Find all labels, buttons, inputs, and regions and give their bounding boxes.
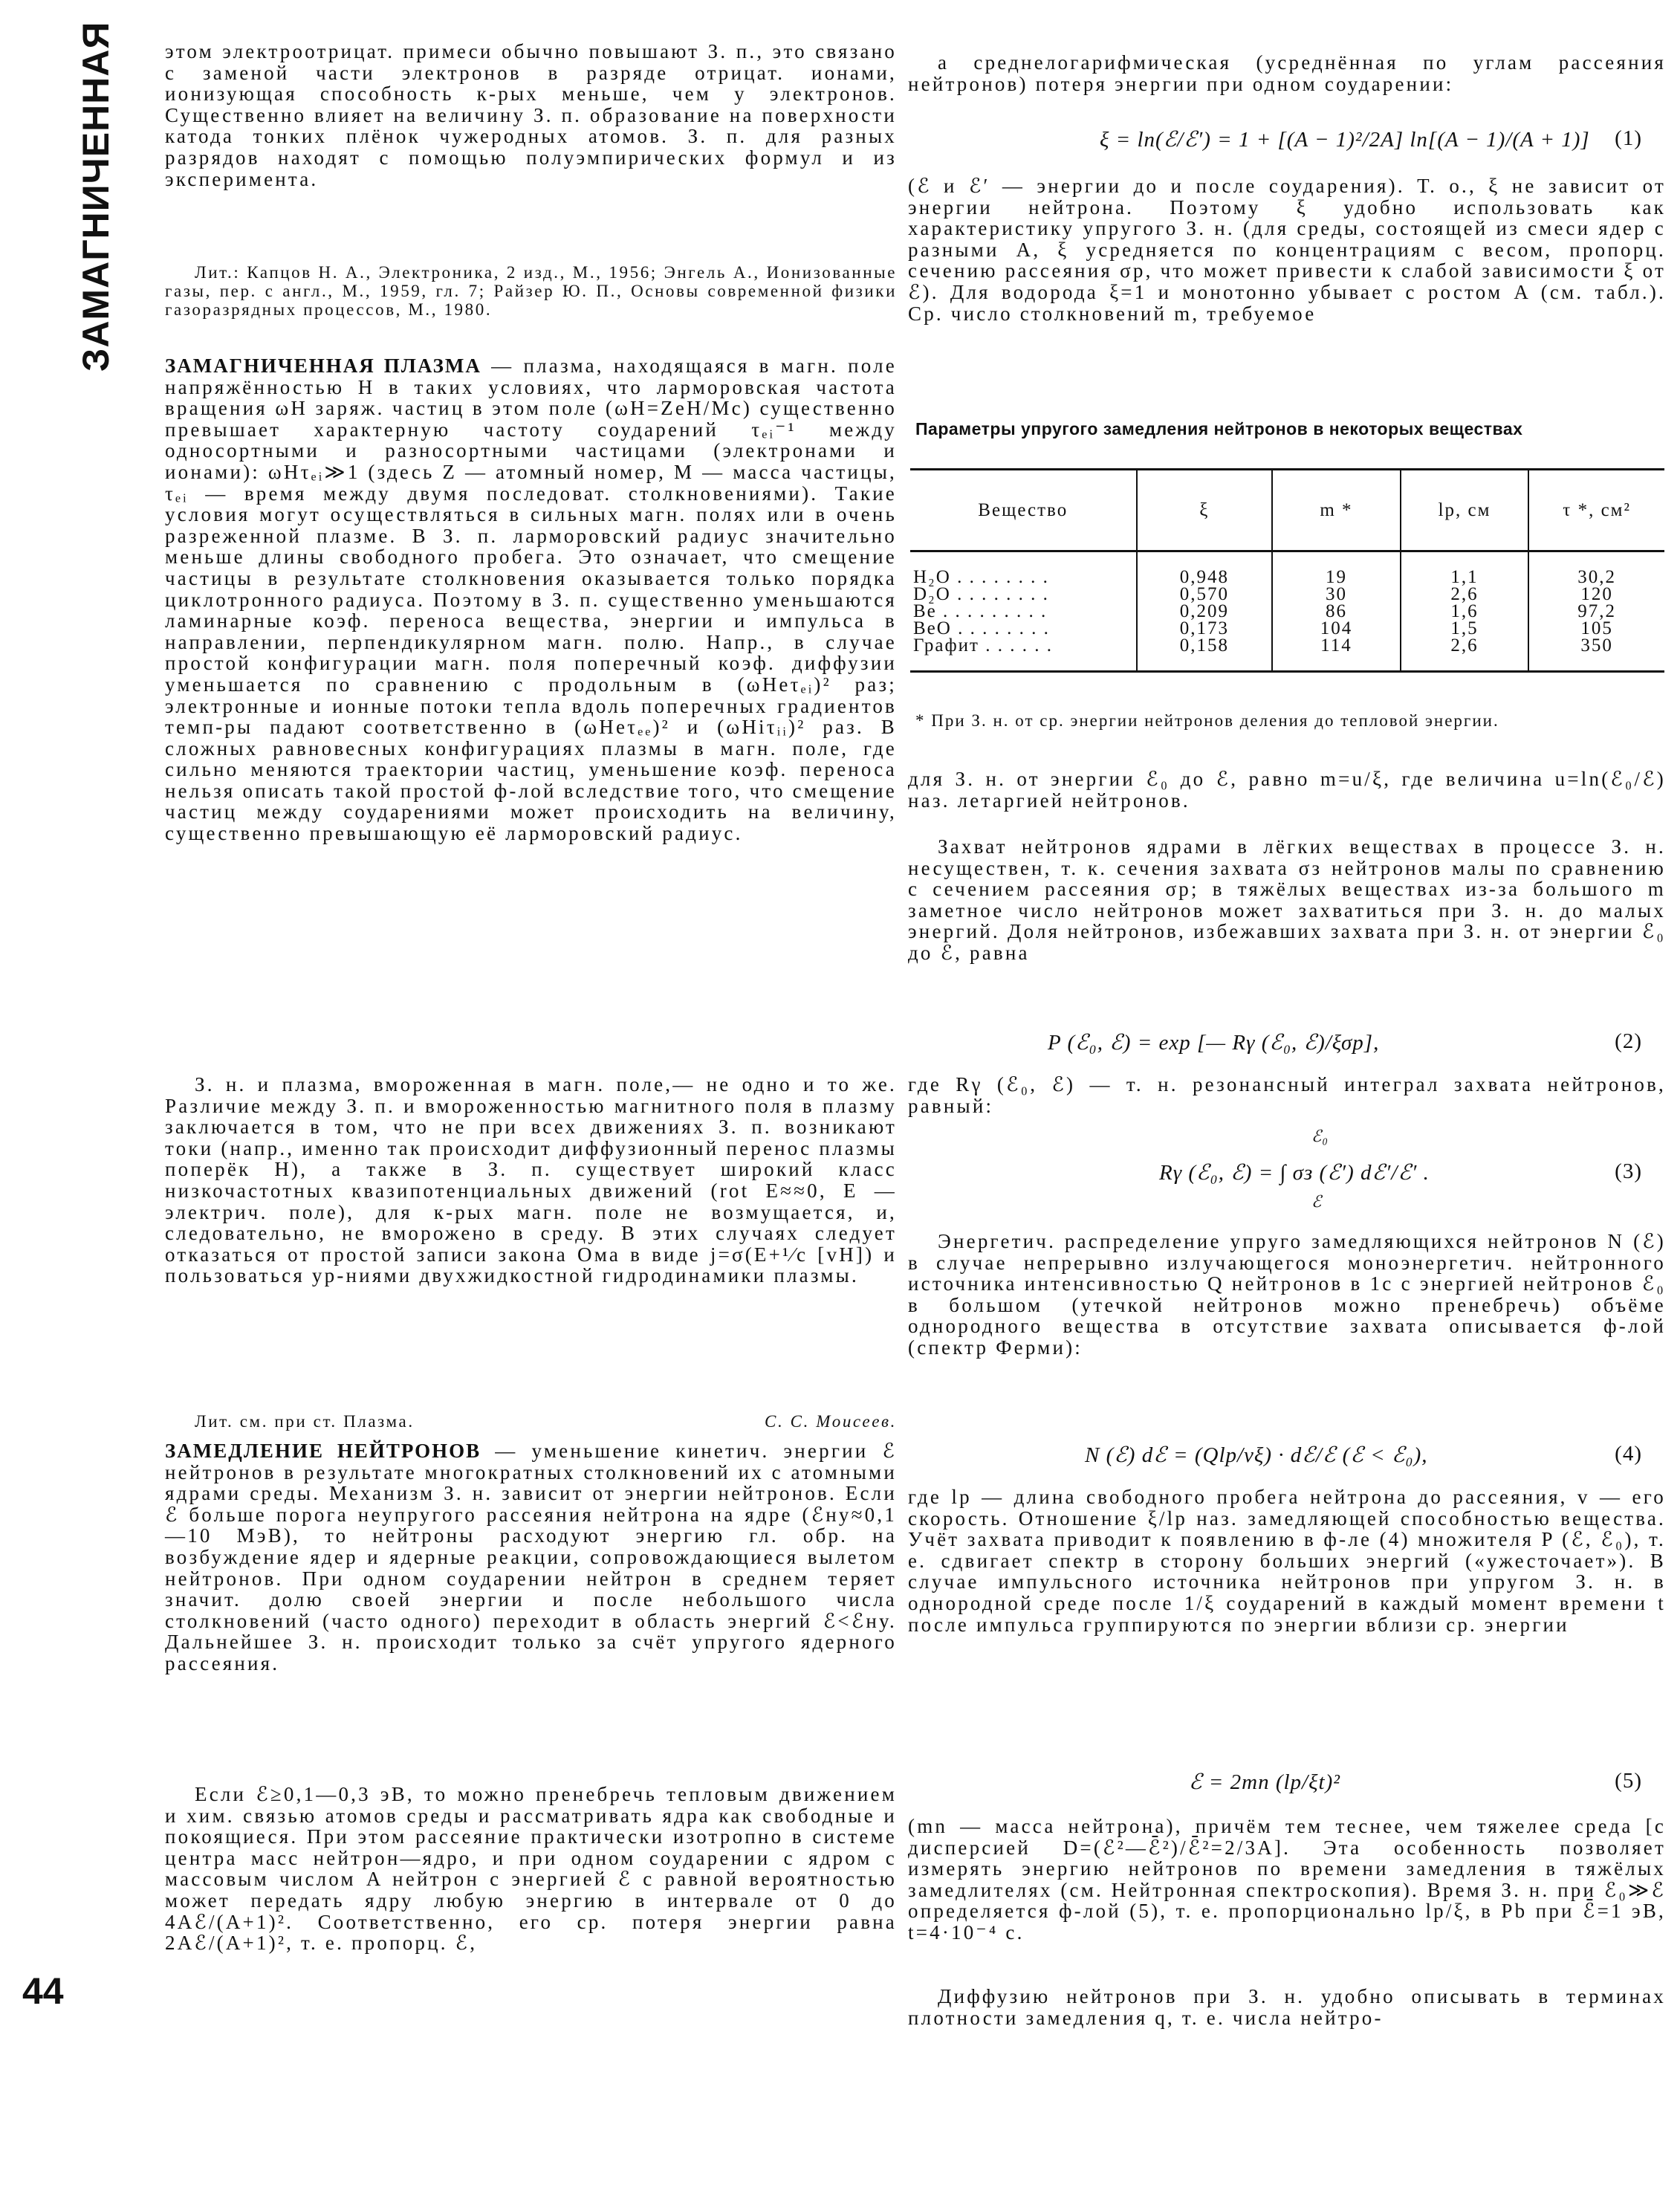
paragraph: для З. н. от энергии ℰ₀ до ℰ, равно m=u/ξ, где величина u=ln(ℰ₀/ℰ) наз. летаргией нейтронов. xyxy=(908,768,1666,812)
paragraph: Энергетич. распределение упруго замедляющихся нейтронов N (ℰ) в случае непрерывно излучающегося моноэнергетич. нейтронного источника интенсивностью Q нейтронов в 1с с энергией нейтронов ℰ₀ в большом (утечкой нейтронов можно пренебречь) объёме однородного вещества в отсутствие захвата описывается ф-лой (спектр Ферми): xyxy=(908,1230,1666,1359)
formula-5 xyxy=(1189,1769,1664,1795)
substance-cell: Графит . . . . . . xyxy=(910,637,1137,672)
value-cell: 2,6 xyxy=(1401,637,1529,672)
formula-3 xyxy=(1159,1127,1664,1211)
parameters-table xyxy=(910,468,1664,673)
table-row xyxy=(910,586,1664,603)
value-cell: 0,570 xyxy=(1137,586,1273,603)
value-cell: 30,2 xyxy=(1528,551,1664,586)
value-cell: 97,2 xyxy=(1528,603,1664,620)
integral-upper-limit: ℰ₀ xyxy=(1311,1127,1329,1145)
equation-number: (2) xyxy=(1615,1029,1642,1053)
value-cell: 350 xyxy=(1528,637,1664,672)
substance-cell: H₂O . . . . . . . . xyxy=(913,567,1049,587)
references: Лит.: Капцов Н. А., Электроника, 2 изд., М., 1956; Энгель А., Ионизованные газы, пер. с англ., М., 1959, гл. 7; Райзер Ю. П., Основы современной физики газоразрядных процессов, М., 1980. xyxy=(165,263,897,319)
article-term: ЗАМЕДЛЕНИЕ НЕЙТРОНОВ xyxy=(165,1440,481,1462)
paragraph: (mn — масса нейтрона), причём тем теснее, чем тяжелее среда [с дисперсией D=(ℰ²—ℰ̄²)/ℰ̄²=2/3A]. Эта особенность позволяет измерять энергию нейтронов по времени замедления в тяжёлых замедлителях (см. Нейтронная спектроскопия). Время З. н. при ℰ₀≫ℰ определяется ф-лой (5), т. е. пропорционально lp/ξ, в Pb при ℰ̄=1 эВ, t=4·10⁻⁴ с. xyxy=(908,1815,1666,1944)
integral-lower-limit: ℰ xyxy=(1311,1192,1323,1211)
table-footnote: * При З. н. от ср. энергии нейтронов деления до тепловой энергии. xyxy=(915,711,1499,730)
equation-number: (4) xyxy=(1615,1442,1642,1466)
value-cell: 0,948 xyxy=(1137,551,1273,586)
paragraph: где Rγ (ℰ₀, ℰ) — т. н. резонансный интеграл захвата нейтронов, равный: xyxy=(908,1073,1666,1117)
table-header-row xyxy=(910,470,1664,551)
substance-cell: BeO . . . . . . . . xyxy=(913,618,1050,638)
article-zamedlenie-neytronov xyxy=(165,1440,897,1674)
substance-cell: Be . . . . . . . . . xyxy=(913,601,1048,621)
running-header-text: ЗАМАГНИЧЕННАЯ xyxy=(75,21,117,372)
paragraph: где lp — длина свободного пробега нейтрона до рассеяния, v — его скорость. Отношение ξ/lp наз. замедляющей способностью вещества. Учёт захвата приводит к появлению в ф-ле (4) множителя P (ℰ, ℰ₀), т. е. сдвигает спектр в сторону больших энергий («ужесточает»). В случае импульсного источника нейтронов при упругом З. н. в однородной среде после 1/ξ соударений в каждый момент времени t после импульса группируются по энергии вблизи ср. энергии xyxy=(908,1486,1666,1636)
column-header: lp, см xyxy=(1401,470,1529,551)
article-term: ЗАМАГНИЧЕННАЯ ПЛАЗМА xyxy=(165,355,481,377)
article-text: — плазма, находящаяся в магн. поле напряжённостью H в таких условиях, что ларморовская частота вращения ωH заряж. частиц в этом поле (ωH=ZeH/Mc) существенно превышает характерную частоту соударений τₑᵢ⁻¹ между односортными и разносортными частицами (электронами и ионами): ωHτₑᵢ≫1 (здесь Z — атомный номер, M — масса частицы, τₑᵢ — время между двумя последоват. столкновениями). Такие условия могут осуществляться в сильных магн. полях или в очень разреженной плазме. В З. п. ларморовский радиус значительно меньше длины свободного пробега. Это означает, что смещение частицы в результате столкновения оказывается только порядка циклотронного радиуса. Поэтому в З. п. существенно уменьшаются ламинарные коэф. переноса вещества, энергии и импульса в направлении, перпендикулярном магн. полю. Напр., в случае простой конфигурации магн. поля поперечный коэф. диффузии уменьшается по сравнению с продольным в (ωHeτₑᵢ)² раз; электронные и ионные потоки тепла вдоль поперечных градиентов темп-ры падают соответственно в (ωHeτₑₑ)² и (ωHiτᵢᵢ)² раз. В сложных равновесных конфигурациях плазмы в магн. поле, где сильно меняются траектории частиц, уменьшение коэф. переноса нельзя описать такой простой ф-лой вследствие того, что смещение частиц между соударениями может происходить на величину, существенно превышающую её ларморовский радиус. xyxy=(165,355,897,845)
value-cell: 114 xyxy=(1272,637,1401,672)
equation-number: (5) xyxy=(1615,1769,1642,1793)
paragraph: (ℰ и ℰ′ — энергии до и после соударения). Т. о., ξ не зависит от энергии нейтрона. Поэтому ξ удобно использовать как характеристику упругого З. н. (для среды, состоящей из смеси ядер с разными A, ξ усредняется по концентрациям с весом, пропорц. сечению рассеяния σp, что может привести к слабой зависимости ξ от ℰ). Для водорода ξ=1 и монотонно убывает с ростом A (см. табл.). Ср. число столкновений m, требуемое xyxy=(908,175,1666,325)
article-text: — уменьшение кинетич. энергии ℰ нейтронов в результате многократных столкновений их с атомными ядрами среды. Механизм З. н. зависит от энергии нейтронов. Если ℰ больше порога неупругого рассеяния нейтрона на ядре (ℰну≈0,1—10 МэВ), то нейтроны расходуют энергию гл. обр. на возбуждение ядер и ядерные реакции, сопровождающиеся вылетом нейтронов. При одном соударении нейтрон в среднем теряет значит. долю своей энергии и после небольшого числа столкновений (часто одного) переходит в область энергий ℰ<ℰну. Дальнейшее З. н. происходит только за счёт упругого ядерного рассеяния. xyxy=(165,1440,898,1674)
running-header xyxy=(74,21,119,372)
value-cell: 0,158 xyxy=(1137,637,1273,672)
formula-2 xyxy=(1048,1029,1664,1055)
equation-number: (1) xyxy=(1615,126,1642,150)
value-cell: 2,6 xyxy=(1401,586,1529,603)
paragraph: этом электроотрицат. примеси обычно повышают З. п., это связано с заменой части электронов в разряде отрицат. ионами, ионизующая способность к-рых меньше, чем у электронов. Существенно влияет на величину З. п. образование на поверхности катода тонких плёнок чужеродных атомов. З. п. для разных разрядов находят с помощью полуэмпирических формул и из эксперимента. xyxy=(165,40,897,190)
article-zamagnichennaya-plazma xyxy=(165,355,897,844)
paragraph: а среднелогарифмическая (усреднённая по углам рассеяния нейтронов) потеря энергии при одном соударении: xyxy=(908,51,1666,95)
value-cell: 1,1 xyxy=(1401,551,1529,586)
formula-text: P (ℰ₀, ℰ) = exp [— Rγ (ℰ₀, ℰ)/ξσp], xyxy=(1048,1031,1380,1055)
formula-text: Rγ (ℰ₀, ℰ) = ∫ σз (ℰ′) dℰ′/ℰ′ . xyxy=(1159,1161,1430,1185)
formula-text: ℰ = 2mn (lp/ξt)² xyxy=(1189,1770,1340,1794)
author-signature: С. С. Моисеев. xyxy=(765,1412,897,1431)
column-header: ξ xyxy=(1137,470,1273,551)
formula-text: ξ = ln(ℰ/ℰ′) = 1 + [(A − 1)²/2A] ln[(A − 1)/(A + 1)] xyxy=(1100,128,1590,152)
table-row xyxy=(910,620,1664,637)
paragraph: Диффузию нейтронов при З. н. удобно описывать в терминах плотности замедления q, т. е. числа нейтро- xyxy=(908,1985,1666,2029)
substance-cell: D₂O . . . . . . . . xyxy=(913,584,1049,604)
value-cell: 1,5 xyxy=(1401,620,1529,637)
page-number: 44 xyxy=(22,1970,64,2012)
reference-text: Лит. см. при ст. Плазма. xyxy=(195,1412,415,1431)
formula-4 xyxy=(1085,1442,1664,1468)
table-row xyxy=(910,551,1664,586)
formula-text: N (ℰ) dℰ = (Qlp/vξ) · dℰ/ℰ (ℰ < ℰ₀), xyxy=(1085,1443,1428,1467)
value-cell: 120 xyxy=(1528,586,1664,603)
table-title: Параметры упругого замедления нейтронов в некоторых веществах xyxy=(915,419,1523,438)
paragraph: Захват нейтронов ядрами в лёгких веществах в процессе З. н. несуществен, т. к. сечения захвата σз нейтронов малы по сравнению с сечением рассеяния σp; в тяжёлых веществах из-за большого m заметное число нейтронов может захватиться при З. н. до малых энергий. Доля нейтронов, избежавших захвата при З. н. от энергии ℰ₀ до ℰ, равна xyxy=(908,835,1666,964)
column-header: m * xyxy=(1272,470,1401,551)
value-cell: 0,209 xyxy=(1137,603,1273,620)
formula-1 xyxy=(1100,126,1664,152)
value-cell: 30 xyxy=(1272,586,1401,603)
value-cell: 19 xyxy=(1272,551,1401,586)
value-cell: 86 xyxy=(1272,603,1401,620)
table-row xyxy=(910,637,1664,672)
value-cell: 1,6 xyxy=(1401,603,1529,620)
value-cell: 0,173 xyxy=(1137,620,1273,637)
references xyxy=(165,1412,897,1431)
paragraph: З. н. и плазма, вмороженная в магн. поле,— не одно и то же. Различие между З. п. и вмороженностью магнитного поля в плазму заключается в том, что не при всех движениях З. п. возникают токи (напр., именно так происходит диффузионный перенос плазмы поперёк H), а также в З. п. существует широкий класс низкочастотных квазипотенциальных движений (rot E≈≈0, E — электрич. поле), для к-рых магн. поле не возмущается, и, следовательно, не вморожено в среду. В этих случаях следует отказаться от простой записи закона Ома в виде j=σ(E+¹⁄c [vH]) и пользоваться ур-ниями двухжидкостной гидродинамики плазмы. xyxy=(165,1073,897,1287)
equation-number: (3) xyxy=(1615,1159,1642,1183)
paragraph: Если ℰ≥0,1—0,3 эВ, то можно пренебречь тепловым движением и хим. связью атомов среды и рассматривать ядра как свободные и покоящиеся. При этом рассеяние практически изотропно в системе центра масс нейтрон—ядро, и при одном соударении с ядром с массовым числом A нейтрон с энергией ℰ с равной вероятностью может передать ядру любую энергию в интервале от 0 до 4Aℰ/(A+1)². Соответственно, его ср. потеря энергии равна 2Aℰ/(A+1)², т. е. пропорц. ℰ, xyxy=(165,1783,897,1955)
value-cell: 104 xyxy=(1272,620,1401,637)
value-cell: 105 xyxy=(1528,620,1664,637)
table-row xyxy=(910,603,1664,620)
column-header: τ *, см² xyxy=(1528,470,1664,551)
column-header: Вещество xyxy=(910,470,1137,551)
